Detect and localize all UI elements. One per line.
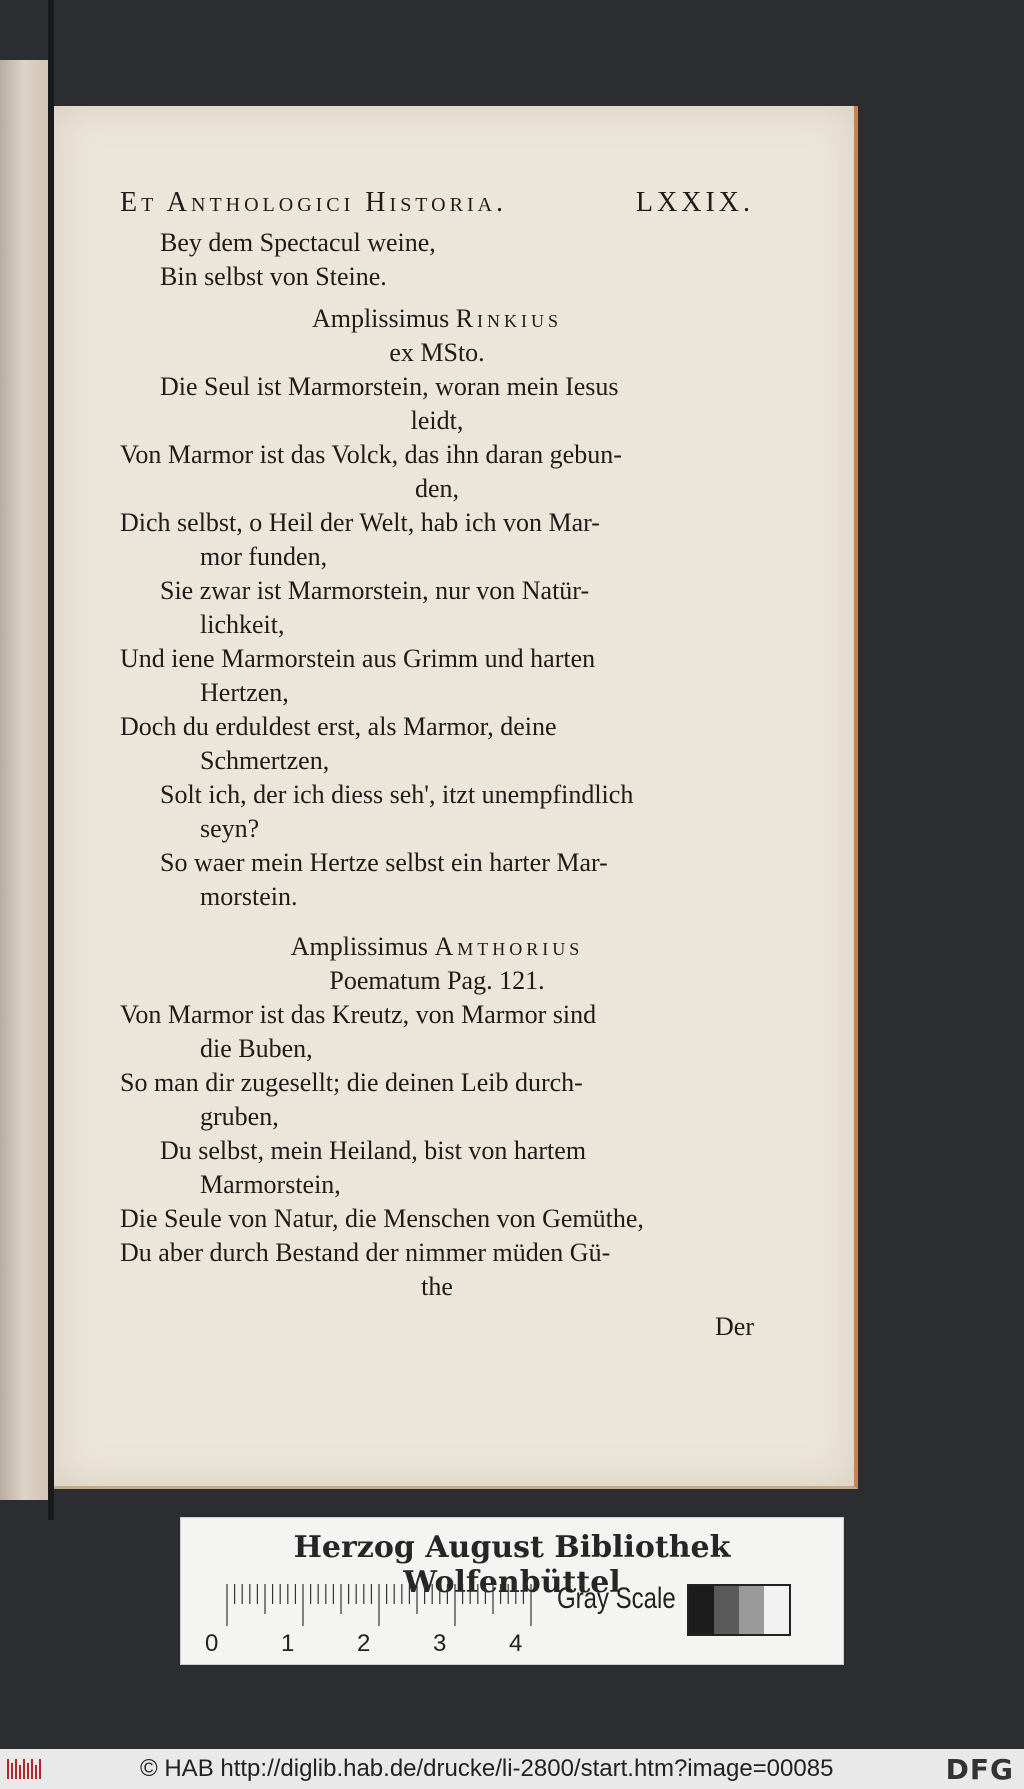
- text-line: Du selbst, mein Heiland, bist von hartem: [160, 1136, 587, 1165]
- text-line: Hertzen,: [200, 678, 289, 707]
- ruler-number: 2: [357, 1630, 371, 1657]
- ruler-numbers: [205, 1630, 545, 1660]
- text-line: Die Seul ist Marmorstein, woran mein Iesus: [160, 372, 619, 401]
- text-line: seyn?: [200, 814, 260, 843]
- footer-bar: [0, 1749, 1024, 1789]
- page-body: [120, 226, 754, 1344]
- text-line: lichkeit,: [200, 610, 285, 639]
- gray-swatch: [689, 1586, 714, 1634]
- section-source: Poematum Pag. 121.: [329, 966, 545, 995]
- attribution-name: Amthorius: [434, 932, 584, 961]
- gray-swatch: [764, 1586, 789, 1634]
- text-line: Bey dem Spectacul weine,: [160, 228, 436, 257]
- gray-scale-swatches: [687, 1584, 791, 1636]
- running-title: Et Anthologici Historia.: [120, 187, 508, 218]
- text-line: the: [421, 1272, 453, 1301]
- text-line: Von Marmor ist das Volck, das ihn daran gebun-: [120, 440, 622, 469]
- gray-scale-label: Gray Scale: [557, 1582, 676, 1615]
- dfg-logo: DFG: [945, 1753, 1014, 1786]
- text-line: gruben,: [200, 1102, 279, 1131]
- text-line: den,: [414, 474, 460, 503]
- section-source: ex MSto.: [389, 338, 485, 367]
- text-line: morstein.: [200, 882, 298, 911]
- ruler-number: 3: [433, 1630, 447, 1657]
- section-attribution: [120, 930, 754, 964]
- text-line: Bin selbst von Steine.: [160, 262, 387, 291]
- text-line: Solt ich, der ich diess seh', itzt unempfindlich: [160, 780, 634, 809]
- poem-lines: [120, 998, 754, 1304]
- text-line: Von Marmor ist das Kreutz, von Marmor sind: [120, 1000, 597, 1029]
- page-number: LXXIX.: [635, 187, 754, 218]
- text-line: Die Seule von Natur, die Menschen von Gemüthe,: [120, 1204, 644, 1233]
- running-header: [120, 186, 754, 220]
- library-name: Herzog August Bibliothek Wolfenbüttel: [293, 1530, 731, 1600]
- text-line: Du aber durch Bestand der nimmer müden Gü-: [120, 1238, 611, 1267]
- text-line: Sie zwar ist Marmorstein, nur von Natür-: [160, 576, 590, 605]
- footer-credit-link[interactable]: © HAB http://diglib.hab.de/drucke/li-2800/start.htm?image=00085: [140, 1755, 834, 1782]
- gray-swatch: [714, 1586, 739, 1634]
- text-line: Doch du erduldest erst, als Marmor, deine: [120, 712, 557, 741]
- text-line: die Buben,: [200, 1034, 313, 1063]
- text-line: mor funden,: [200, 542, 328, 571]
- ruler-number: 0: [205, 1630, 219, 1657]
- ruler-number: 1: [281, 1630, 295, 1657]
- text-line: Marmorstein,: [200, 1170, 341, 1199]
- text-line: Dich selbst, o Heil der Welt, hab ich von Mar-: [120, 508, 600, 537]
- text-line: leidt,: [410, 406, 464, 435]
- previous-page-edge: [0, 60, 50, 1500]
- book-page: [54, 106, 858, 1489]
- catchword: Der: [715, 1312, 754, 1341]
- text-line: Schmertzen,: [200, 746, 330, 775]
- gray-swatch: [739, 1586, 764, 1634]
- poem-lines: [120, 370, 754, 914]
- attribution-name: Rinkius: [455, 304, 563, 333]
- section-attribution: [120, 302, 754, 336]
- attribution-title: Amplissimus: [290, 932, 428, 961]
- text-line: Und iene Marmorstein aus Grimm und harten: [120, 644, 596, 673]
- ruler-number: 4: [509, 1630, 523, 1657]
- text-line: So man dir zugesellt; die deinen Leib durch-: [120, 1068, 583, 1097]
- ruler-scale: [225, 1584, 535, 1626]
- attribution-title: Amplissimus: [311, 304, 450, 333]
- text-line: So waer mein Hertze selbst ein harter Mar-: [160, 848, 608, 877]
- color-calibration-card: [180, 1517, 844, 1665]
- hab-logo-icon: [6, 1757, 42, 1781]
